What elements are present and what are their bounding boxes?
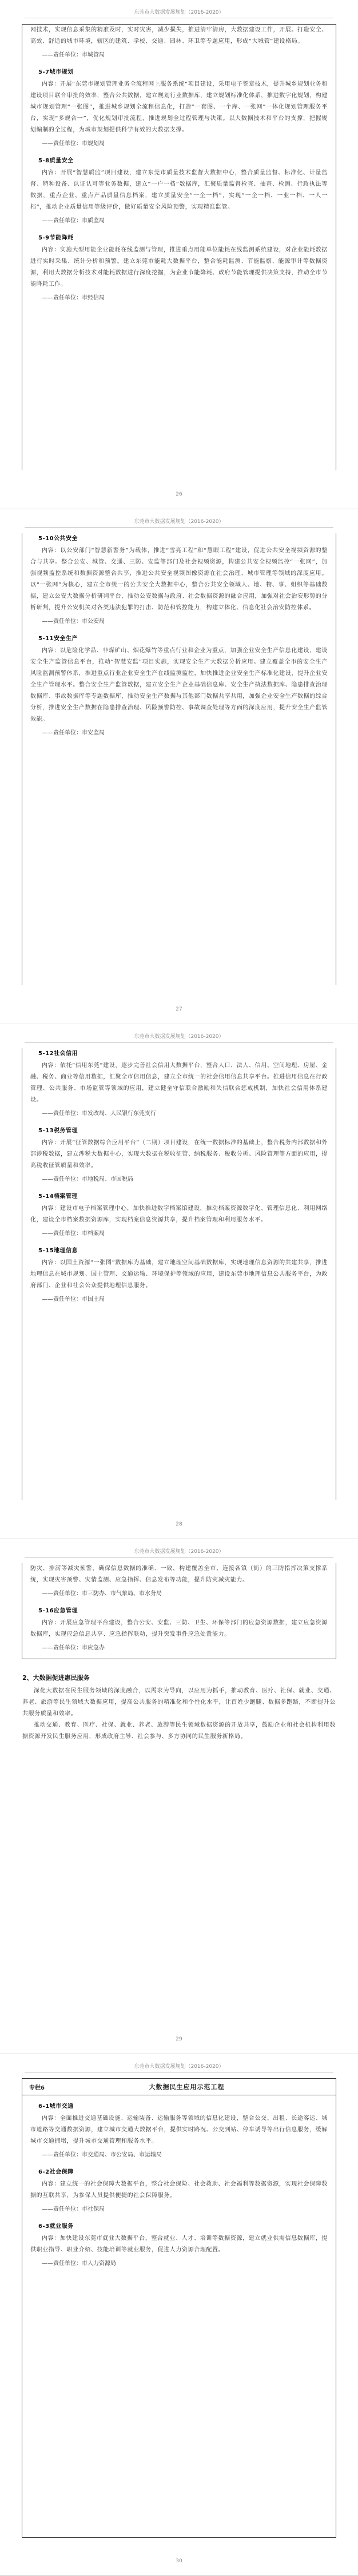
page-number: 28 — [176, 1521, 182, 1527]
paragraph: 内容：开展“智慧质监”项目建设，建立东莞市质量技术监督大数据中心，整合质量监督、标准化、计量监督、特种设备、认证认可等业务数据，建立“一户一档”数据库，汇聚质量监督检查、抽查、检测、行政执法等数据，重点企业、重点产品质量信息档案，建立质量安全“一企一档”，实现“一企一档、一业一档、一人一档”，推动企业质量信用等级评价，做好质量安全风险预警，实现精准监管。 — [30, 170, 328, 210]
responsible-unit: ——责任单位：市档案局 — [42, 1231, 105, 1237]
paragraph: 内容：以国土资源“一张图”数据库为基础，建立地理空间基础数据库，实现地理信息资源的共建共享，推进地理信息在城市规划、国土管理、交通运输、环境保护等领域的应用，建设东莞市地理信息公共服务平台，为政府部门、企业和社会公众提供地理信息服务。 — [30, 1260, 328, 1289]
special-column-header — [22, 2079, 336, 2095]
responsible-unit: ——责任单位：市应急办 — [42, 1645, 105, 1651]
section-title: 2、大数据促进惠民服务 — [22, 1674, 90, 1682]
page — [0, 509, 358, 1024]
page-header: 东莞市大数据发展规划（2016-2020） — [134, 2064, 224, 2070]
paragraph: 内容：开展应急管理平台建设，整合公安、安监、三防、卫生、环保等部门的应急资源数据，建立应急资源数据库，实现应急信息共享、应急指挥联动，提升突发事件应急处置能力。 — [30, 1620, 328, 1638]
item-heading: 5-8质量安全 — [38, 158, 74, 164]
responsible-unit: ——责任单位：市三防办、市气象局、市水务局 — [42, 1591, 162, 1597]
responsible-unit: ——责任单位：市质监局 — [42, 218, 105, 224]
responsible-unit: ——责任单位：市发改局、人民银行东莞支行 — [42, 1111, 156, 1117]
page — [0, 0, 358, 509]
item-heading: 6-3就业服务 — [38, 2223, 74, 2230]
paragraph: 内容：建立统一的社会保障大数据平台，整合社会保险、社会救助、社会福利等数据资源，实现社会保障数据的互联共享，为参保人员提供便捷的社会保障服务。 — [30, 2181, 328, 2199]
paragraph: 深化大数据在民生服务领域的深度融合，以需求为导向，以应用为抓手，推动教育、医疗、社保、就业、交通、养老、旅游等民生领域大数据应用，提高公共服务的精准化和个性化水平，让百姓少跑腿、数据多跑路，不断提升公共服务质量和效率。 — [22, 1688, 336, 1717]
responsible-unit: ——责任单位：市经信局 — [42, 295, 105, 301]
responsible-unit: ——责任单位：市安监局 — [42, 730, 105, 736]
page-header: 东莞市大数据发展规划（2016-2020） — [134, 1549, 224, 1555]
page-number: 29 — [176, 2036, 182, 2042]
column-box — [22, 1563, 336, 1659]
item-heading: 5-16应急管理 — [38, 1608, 78, 1614]
item-heading: 5-10公共安全 — [38, 536, 78, 542]
section-body — [22, 1686, 336, 1743]
responsible-unit: ——责任单位：市规划局 — [42, 141, 105, 147]
item-heading: 5-7城市规划 — [38, 69, 74, 75]
header-rule — [25, 527, 333, 528]
paragraph: 推动交通、教育、医疗、社保、就业、养老、旅游等民生领域数据资源的开放共享，鼓励企业和社会机构利用数据资源开发民生服务应用，形成政府主导、社会参与、多方协同的民生服务新格局。 — [22, 1722, 336, 1740]
item-heading: 5-13税务管理 — [38, 1128, 78, 1134]
paragraph: 内容：开展“征管数据综合应用平台”（二期）项目建设，在统一数据标准的基础上，整合税务内部数据和外部涉税数据，建立涉税大数据中心，实现大数据在税收征管、纳税服务、税收分析、风险管理等方面的应用，提高税收征管质量和效率。 — [30, 1140, 328, 1169]
paragraph: 内容：建设市电子档案管理中心，加快推进数字档案馆建设，推动档案资源数字化、管理信息化、利用网络化，建设全市档案数据资源库，实现档案信息资源共享，提升档案管理和利用服务水平。 — [30, 1205, 328, 1223]
page-header: 东莞市大数据发展规划（2016-2020） — [134, 519, 224, 525]
page-number: 30 — [176, 2558, 182, 2564]
page — [0, 2054, 358, 2576]
item-heading: 5-15地理信息 — [38, 1248, 78, 1254]
box-content — [22, 533, 336, 739]
item-heading: 6-2社会保障 — [38, 2169, 74, 2175]
page — [0, 1539, 358, 2054]
paragraph: 防灾、排涝等减灾预警，确保信息数据的准确、一致，构建覆盖全市、连接各镇（街）的三防指挥决策支撑系统，实现灾害预警、灾情监测、应急指挥、信息发布等功能，提升防灾减灾能力。 — [30, 1565, 328, 1583]
item-heading: 5-9节能降耗 — [38, 235, 74, 241]
box-content — [22, 2101, 336, 2270]
header-rule — [25, 1042, 333, 1043]
responsible-unit: ——责任单位：市国土局 — [42, 1296, 105, 1303]
paragraph: 内容：依托“信用东莞”建设，逐步完善社会信用大数据平台，整合人口、法人、信用、空间地理、房屋、金融、税务、商业等信用数据，汇聚全市信用信息，建立全市统一的社会信用信息共享平台。推进信用信息在行政管理、公共服务、市场监管等领域的应用，建立健全守信联合激励和失信联合惩戒机制，加快社会信用体系建设。 — [30, 1063, 328, 1103]
paragraph: 内容：加快建设东莞市就业大数据平台，整合就业、人才、培训等数据资源，建立就业供需信息数据库，提供职业指导、职业介绍、技能培训等就业服务，促进人力资源合理配置。 — [30, 2235, 328, 2253]
column-box — [22, 533, 336, 985]
paragraph: 内容：开展“东莞市规划管理业务全流程网上服务系统”项目建设，采用电子签章技术，提升城乡规划业务和建设项目联合审批的效率，整合公共数据，建立规划行业数据库，建立规划标准化体系，推进数字化规划，构建城市规划管理“一张图”，推进城乡规划全流程信息化，打造“一套图、一个库、一张网”一体化规划管理服务平台，实现“多规合一”，优化规划审批流程，推进规划全过程管理与决策。以大数据技术和平台的支撑，把握规划编制的全过程，为城市规划提供科学有效的大数据支撑。 — [30, 81, 328, 133]
page-header: 东莞市大数据发展规划（2016-2020） — [134, 10, 224, 15]
column-box — [22, 24, 336, 470]
responsible-unit: ——责任单位：市交通局、市公安局、市运输局 — [42, 2152, 162, 2158]
responsible-unit: ——责任单位：市人力资源局 — [42, 2261, 116, 2267]
page-header: 东莞市大数据发展规划（2016-2020） — [134, 1034, 224, 1040]
box-content — [22, 1563, 336, 1654]
item-heading: 5-12社会信用 — [38, 1051, 78, 1057]
box-content — [22, 1048, 336, 1305]
special-column-box — [22, 2078, 336, 2538]
special-column-title: 大数据民生应用示范工程 — [149, 2083, 225, 2091]
paragraph: 内容：以危险化学品、非煤矿山、烟花爆竹等重点行业和企业为重点，加强企业安全生产信息化建设，建设安全生产监管信息平台，推动“智慧安监”项目实施，实现安全生产大数据分析应用。建立覆盖全市的安全生产风险监测预警体系，推进重点行业企业安全生产在线监测监控，加快推进企业安全生产标准化建设，提升企业安全生产管理水平。整合安全生产监管数据，建立安全生产企业基础信息库、安全生产执法数据库、隐患排查治理数据库、事故数据库等专题数据库，推动安全生产数据与其他部门数据共享共用，加强企业安全生产数据的综合分析，推进安全生产数据在隐患排查治理、风险预警防控、事故调查处理等方面的深度应用，提升安全生产监管效能。 — [30, 648, 328, 722]
page-number: 27 — [176, 1007, 182, 1012]
paragraph: 内容：全面推进交通基础设施、运输装备、运输服务等领域的信息化建设，整合公交、出租、长途客运、城市道路等交通数据资源，建立城市交通大数据平台，提供实时路况、公交到站、停车诱导等出行信息服务，缓解城市交通拥堵，提升城市交通管理和服务水平。 — [30, 2115, 328, 2144]
item-heading: 5-14档案管理 — [38, 1193, 78, 1200]
responsible-unit: ——责任单位：市社保局 — [42, 2206, 105, 2212]
page-number: 26 — [176, 492, 182, 497]
box-content — [22, 25, 336, 304]
responsible-unit: ——责任单位：市地税局、市国税局 — [42, 1176, 133, 1183]
column-box — [22, 1048, 336, 1500]
paragraph: 网技术，实现信息采集的精准及时，实时灾害，减少损失，推进清牢清房，大数据建设工作，开展。打造安全、高效、舒适的城市环境，辖区的建筑、学校、交通、园林、环卫等专题应用，形成“大城管”建设格局。 — [30, 27, 328, 45]
paragraph: 内容：以公安部门“智慧新警务”为载体，推进“雪亮工程”和“慧眼工程”建设，促进公共安全视频资源的整合与共享。整合公安、城管、交通、三防、安监等部门及社会视频资源，构建公共安全视频监控“一张网”，加强视频监控系统和数据资源整合共享，推进公共安全视频图像资源在社会治理、城市管理等领域的深度应用。以“一张网”为核心，建立全市统一的公共安全大数据中心，整合公共安全领域人、地、物、事、组织等基础数据，建立公安大数据分析研判平台，推动公安数据与政府、社会数据资源的融合应用，加强对社会治安形势的分析研判，提升公安机关对各类违法犯罪的打击、防范和管控能力，构建立体化、信息化社会治安防控体系。 — [30, 548, 328, 611]
paragraph: 内容：实施大型用能企业能耗在线监测与管理，推进重点用能单位能耗在线监测系统建设，对企业能耗数据进行实时采集、统计分析和预警。建立东莞市能耗大数据平台，整合能耗监测、节能监察、能源审计等数据资源，利用大数据分析技术对能耗数据进行深度挖掘，为企业节能降耗、政府节能管理提供决策支持，推动全市节能降耗工作。 — [30, 247, 328, 287]
responsible-unit: ——责任单位：市公安局 — [42, 618, 105, 625]
responsible-unit: ——责任单位：市城管局 — [42, 52, 105, 58]
item-heading: 6-1城市交通 — [38, 2103, 74, 2110]
page — [0, 1024, 358, 1539]
special-column-tag: 专栏6 — [29, 2084, 45, 2091]
item-heading: 5-11安全生产 — [38, 636, 78, 642]
